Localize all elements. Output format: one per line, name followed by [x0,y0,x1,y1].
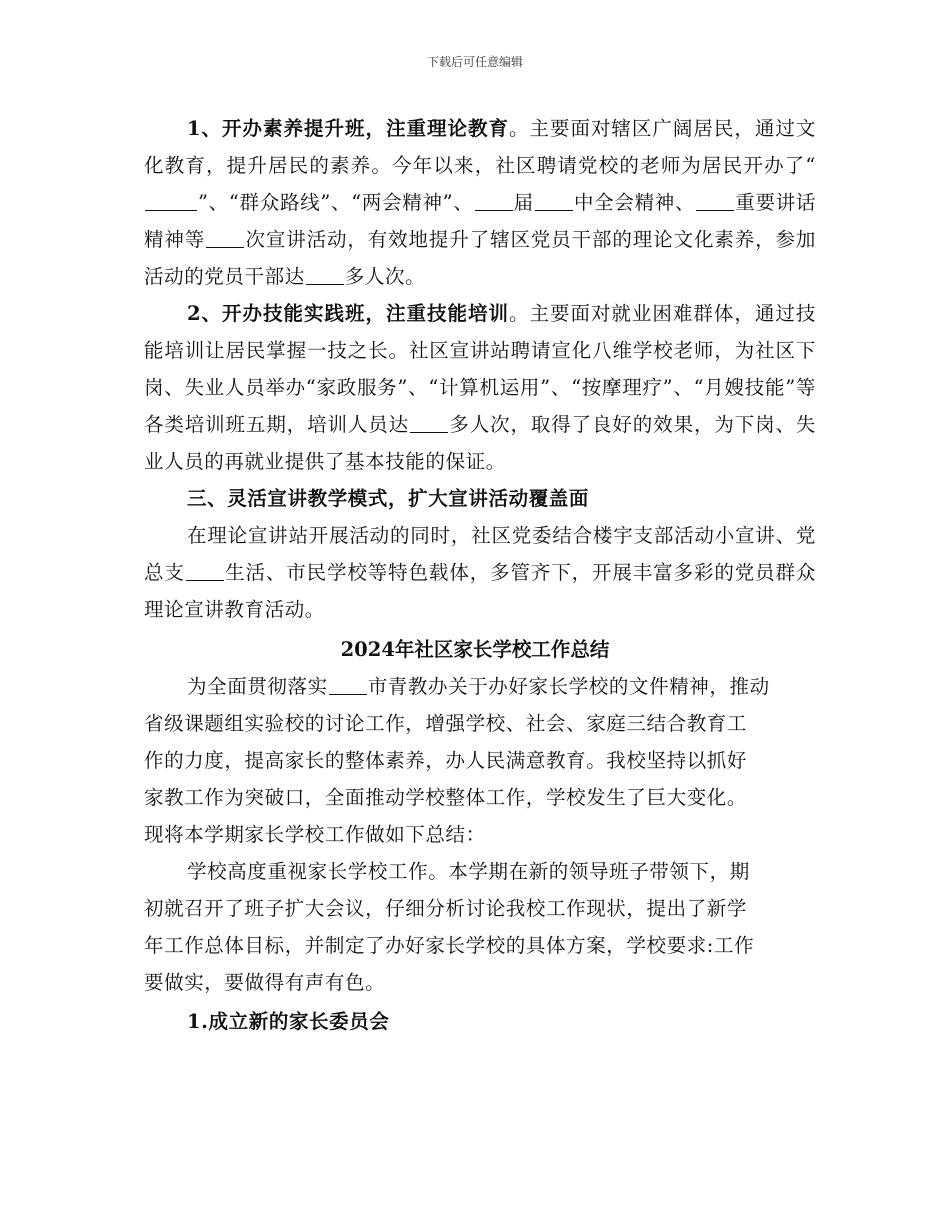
item-1-text-c: 届 [513,191,534,214]
summary-item-1-heading: 1.成立新的家长委员会 [187,1010,390,1033]
blank-line [186,561,224,582]
blank-line [306,265,344,286]
summary-intro-text-b: 市青教办关于办好家长学校的文件精神，推动 [367,675,770,698]
paragraph-summary-intro [144,668,806,853]
summary-intro-line-5: 现将本学期家长学校工作做如下总结： [144,823,486,846]
blank-line [535,191,573,212]
section-3-text-a: 在理论宣讲站开展活动的同时，社区党委结合楼宇支部活动小宣讲、党总支 [144,524,816,584]
blank-line [410,413,448,434]
summary-intro-line-3: 作的力度，提高家长的整体素养，办人民满意教育。我校坚持以抓好 [144,749,748,772]
summary-body-line-4: 要做实，要做得有声有色。 [144,971,386,994]
summary-body-line-2: 初就召开了班子扩大会议，仔细分析讨论我校工作现状，提出了新学 [144,897,748,920]
item-1-text-e: 重要讲话精神等 [144,191,816,251]
blank-line [696,191,734,212]
blank-line [145,191,197,212]
summary-body-line-3: 年工作总体目标，并制定了办好家长学校的具体方案，学校要求:工作 [144,934,755,957]
section-3-heading: 三、灵活宣讲教学模式，扩大宣讲活动覆盖面 [187,487,590,510]
summary-intro-line-1 [144,668,806,705]
item-2-text-a: 。主要面对就业困难群体，通过技能培训让居民掌握一技之长。社区宣讲站聘请宣化八维学校老师，为社区下岗、失业人员举办“家政服务”、“计算机运用”、“按摩理疗”、“月嫂技能”等各类培训班五期，培训人员达 [144,302,816,436]
paragraph-item-2 [144,295,816,480]
item-1-text-a: 。主要面对辖区广阔居民，通过文化教育，提升居民的素养。今年以来，社区聘请党校的老师为居民开办了“ [144,117,816,177]
paragraph-summary-body [144,853,806,1001]
summary-intro-text-a: 为全面贯彻落实 [187,675,328,698]
section-3-text-b: 生活、市民学校等特色载体，多管齐下，开展丰富多彩的党员群众理论宣讲教育活动。 [144,561,816,621]
summary-intro-line-2: 省级课题组实验校的讨论工作，增强学校、社会、家庭三结合教育工 [144,712,748,735]
summary-body-line-1: 学校高度重视家长学校工作。本学期在新的领导班子带领下，期 [187,860,750,883]
report-title: 2024年社区家长学校工作总结 [340,638,610,661]
blank-line [329,675,367,696]
item-1-text-b: ”、“群众路线”、“两会精神”、 [198,191,474,214]
item-2-text-b: 多人次，取得了良好的效果，为下岗、失业人员的再就业提供了基本技能的保证。 [144,413,816,473]
paragraph-section-3 [144,517,816,628]
page-header: 下载后可任意编辑 [426,55,523,69]
item-2-heading: 2、开办技能实践班，注重技能培训 [187,302,509,325]
blank-line [475,191,513,212]
paragraph-item-1 [144,110,816,295]
item-1-text-d: 中全会精神、 [573,191,696,214]
item-1-text-g: 多人次。 [344,265,426,288]
blank-line [206,228,244,249]
item-1-text-f: 次宣讲活动，有效地提升了辖区党员干部的理论文化素养，参加活动的党员干部达 [144,228,816,288]
summary-intro-line-4: 家教工作为突破口，全面推动学校整体工作，学校发生了巨大变化。 [144,786,748,809]
item-1-heading: 1、开办素养提升班，注重理论教育 [187,117,509,140]
